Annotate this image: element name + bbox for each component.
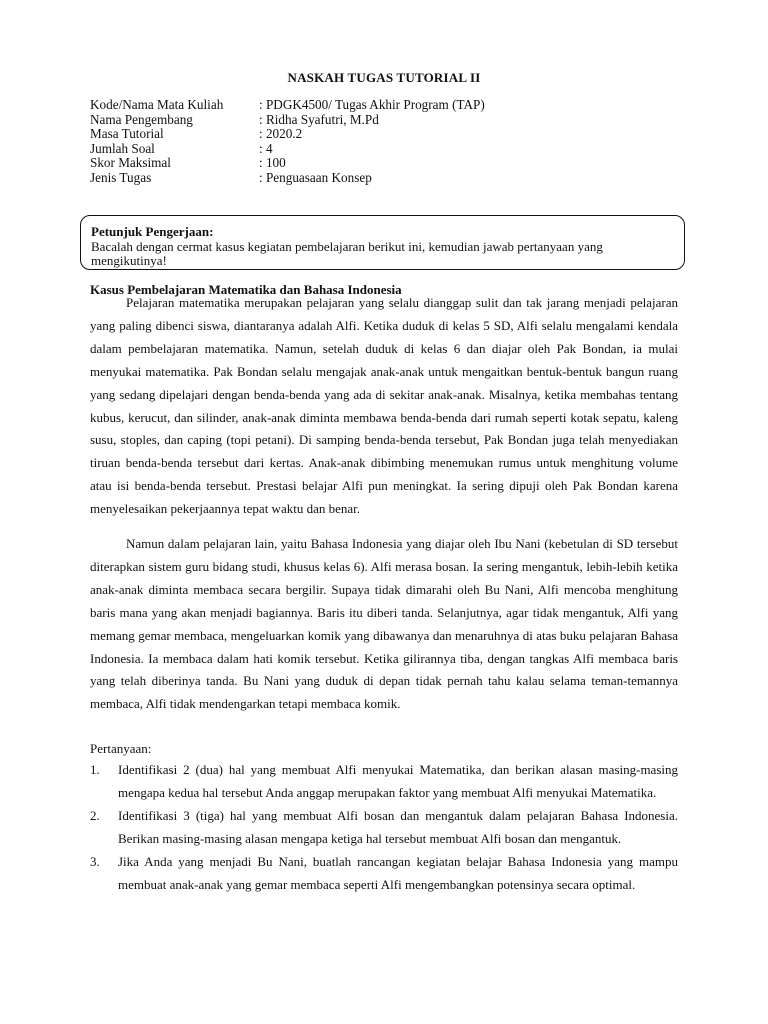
info-value: : 4	[259, 140, 273, 156]
questions-heading: Pertanyaan:	[90, 741, 152, 756]
case-paragraph-1: Pelajaran matematika merupakan pelajaran yang selalu dianggap sulit dan tak jarang menjadi pelajaran yang paling dibenci siswa, diantaranya adalah Alfi. Ketika duduk di kelas 5 SD, Alfi selalu mengalami kendala dalam pembelajaran matematika. Namun, setelah duduk di kelas 6 dan diajar oleh Pak Bondan, ia mulai menyukai matematika. Pak Bondan selalu mengajak anak-anak untuk mengaitkan bentuk-bentuk bangun ruang yang sedang dipelajari dengan benda-benda yang ada di sekitar anak-anak. Misalnya, ketika membahas tentang kubus, kerucut, dan silinder, anak-anak diminta membawa benda-benda dari rumah seperti kotak sepatu, kaleng susu, stoples, dan caping (topi petani). Di samping benda-benda tersebut, Pak Bondan juga telah menyediakan tiruan benda-benda tersebut dari kertas. Anak-anak dibimbing menemukan rumus untuk menghitung volume atau isi benda-benda tersebut. Prestasi belajar Alfi pun meningkat. Ia sering dipuji oleh Pak Bondan karena menyelesaikan pekerjaannya tepat waktu dan benar.	[90, 295, 678, 517]
question-number: 1.	[90, 762, 100, 777]
info-row-tutorial-period	[90, 127, 485, 142]
question-number: 3.	[90, 853, 100, 869]
info-label: Jumlah Soal	[90, 140, 155, 156]
instruction-box	[80, 215, 685, 270]
case-title: Kasus Pembelajaran Matematika dan Bahasa Indonesia	[90, 282, 402, 297]
case-paragraph-2: Namun dalam pelajaran lain, yaitu Bahasa Indonesia yang diajar oleh Ibu Nani (kebetulan di SD tersebut diterapkan sistem guru bidang studi, khusus kelas 6). Alfi merasa bosan. Ia sering mengantuk, lebih-lebih ketika anak-anak diminta membaca secara bergilir. Supaya tidak dimarahi oleh Bu Nani, Alfi mencoba menghitung baris mana yang akan menjadi bagiannya. Baris itu diberi tanda. Selanjutnya, agar tidak mengantuk, Alfi yang memang gemar membaca, mengeluarkan komik yang dibawanya dan menaruhnya di atas buku pelajaran Bahasa Indonesia. Ia membaca dalam hati komik tersebut. Ketika gilirannya tiba, dengan tangkas Alfi membaca baris yang telah diberinya tanda. Bu Nani yang duduk di depan tidak pernah tahu kalau selama teman-temannya membaca, Alfi tidak mendengarkan tetapi membaca komik.	[90, 536, 678, 712]
info-row-course	[90, 98, 485, 113]
info-value: : Penguasaan Konsep	[259, 169, 372, 185]
info-value: : 2020.2	[259, 126, 303, 142]
question-text: Jika Anda yang menjadi Bu Nani, buatlah rancangan kegiatan belajar Bahasa Indonesia yang mampu membuat anak-anak yang gemar membaca seperti Alfi mengembangkan potensinya secara optimal.	[118, 853, 678, 892]
questions-list	[90, 759, 678, 896]
question-item	[90, 851, 678, 897]
info-value: : PDGK4500/ Tugas Akhir Program (TAP)	[259, 97, 485, 112]
instruction-title: Petunjuk Pengerjaan:	[91, 224, 214, 239]
info-row-max-score	[90, 156, 485, 171]
info-value: : 100	[259, 155, 286, 171]
document-title: NASKAH TUGAS TUTORIAL II	[287, 70, 481, 85]
question-item	[90, 805, 678, 851]
info-label: Jenis Tugas	[90, 169, 152, 185]
info-row-question-count	[90, 142, 485, 157]
course-info	[90, 98, 485, 186]
question-item	[90, 759, 678, 805]
info-row-developer	[90, 113, 485, 128]
question-text: Identifikasi 2 (dua) hal yang membuat Alfi menyukai Matematika, dan berikan alasan masing-masing mengapa kedua hal tersebut Anda anggap merupakan faktor yang membuat Alfi menyukai Matematika.	[118, 762, 678, 800]
question-number: 2.	[90, 807, 100, 823]
info-label: Skor Maksimal	[90, 155, 171, 171]
info-row-task-type	[90, 171, 485, 186]
instruction-body: Bacalah dengan cermat kasus kegiatan pembelajaran berikut ini, kemudian jawab pertanyaan yang mengikutinya!	[91, 238, 603, 269]
info-value: : Ridha Syafutri, M.Pd	[259, 111, 379, 127]
info-label: Kode/Nama Mata Kuliah	[90, 97, 224, 112]
info-label: Nama Pengembang	[90, 111, 193, 127]
info-label: Masa Tutorial	[90, 126, 164, 142]
question-text: Identifikasi 3 (tiga) hal yang membuat Alfi bosan dan mengantuk dalam pelajaran Bahasa Indonesia. Berikan masing-masing alasan mengapa ketiga hal tersebut membuat Alfi bosan dan mengantuk.	[118, 807, 678, 846]
